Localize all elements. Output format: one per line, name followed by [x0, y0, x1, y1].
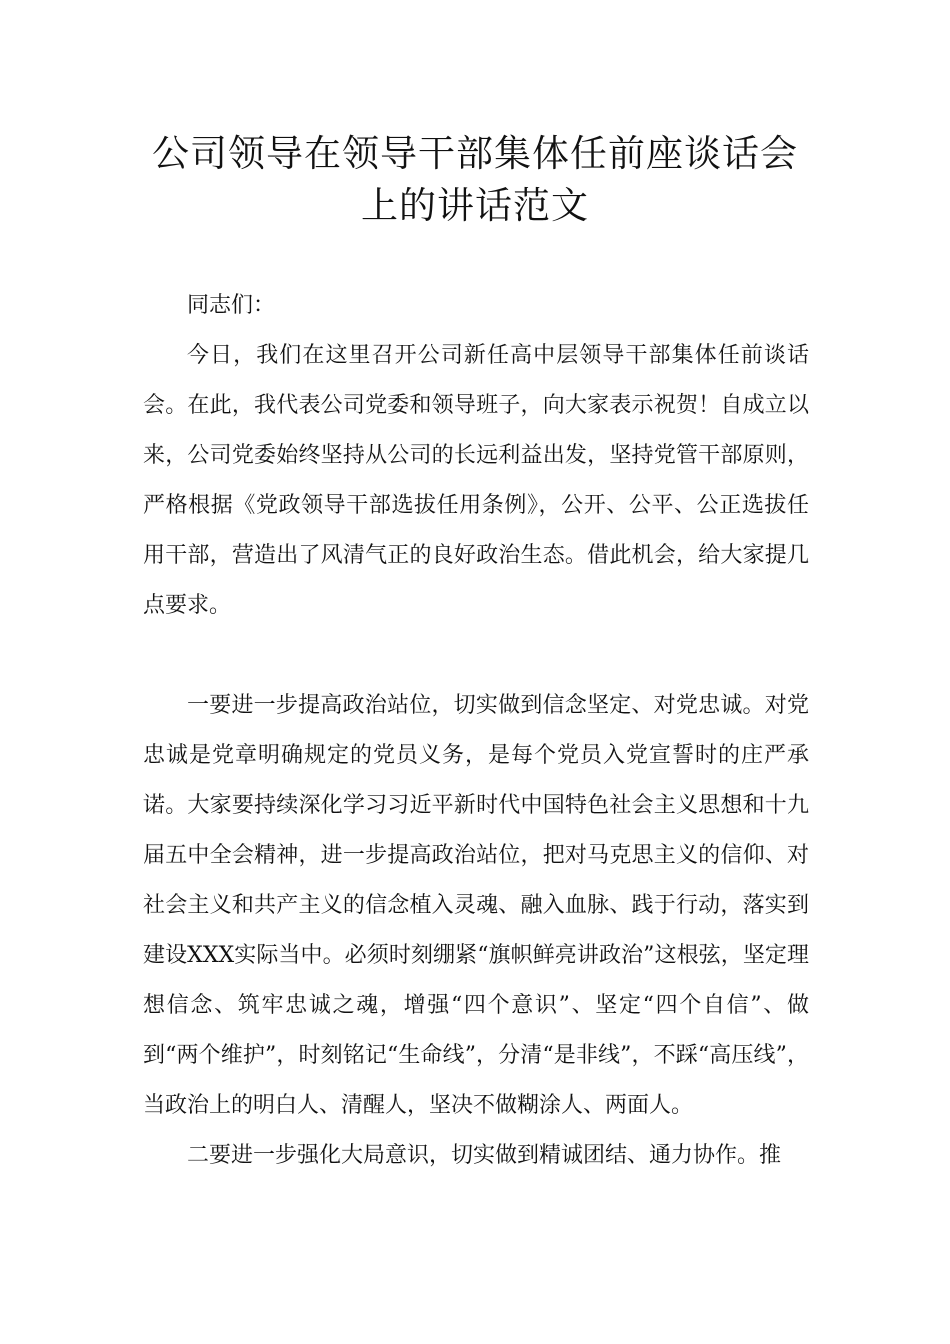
- document-body: [143, 281, 809, 1181]
- salutation: 同志们：: [187, 293, 276, 318]
- paragraph-spacer: [143, 631, 809, 681]
- paragraph-1: 今日，我们在这里召开公司新任高中层领导干部集体任前谈话会。在此，我代表公司党委和领导班子，向大家表示祝贺！自成立以来，公司党委始终坚持从公司的长远利益出发，坚持党管干部原则，严格根据《党政领导干部选拔任用条例》，公开、公平、公正选拔任用干部，营造出了风清气正的良好政治生态。借此机会，给大家提几点要求。: [143, 343, 809, 618]
- paragraph-2: 一要进一步提高政治站位，切实做到信念坚定、对党忠诚。对党忠诚是党章明确规定的党员义务，是每个党员入党宣誓时的庄严承诺。大家要持续深化学习习近平新时代中国特色社会主义思想和十九届五中全会精神，进一步提高政治站位，把对马克思主义的信仰、对社会主义和共产主义的信念植入灵魂、融入血脉、践于行动，落实到建设XXX实际当中。必须时刻绷紧“旗帜鲜亮讲政治”这根弦，坚定理想信念、筑牢忠诚之魂，增强“四个意识”、坚定“四个自信”、做到“两个维护”，时刻铭记“生命线”，分清“是非线”，不踩“高压线”，当政治上的明白人、清醒人，坚决不做糊涂人、两面人。: [143, 693, 809, 1118]
- document-title: [100, 128, 850, 232]
- title-line-1: 公司领导在领导干部集体任前座谈话会: [152, 132, 798, 175]
- title-line-2: 上的讲话范文: [361, 184, 589, 227]
- paragraph-3: 二要进一步强化大局意识，切实做到精诚团结、通力协作。推: [187, 1143, 782, 1168]
